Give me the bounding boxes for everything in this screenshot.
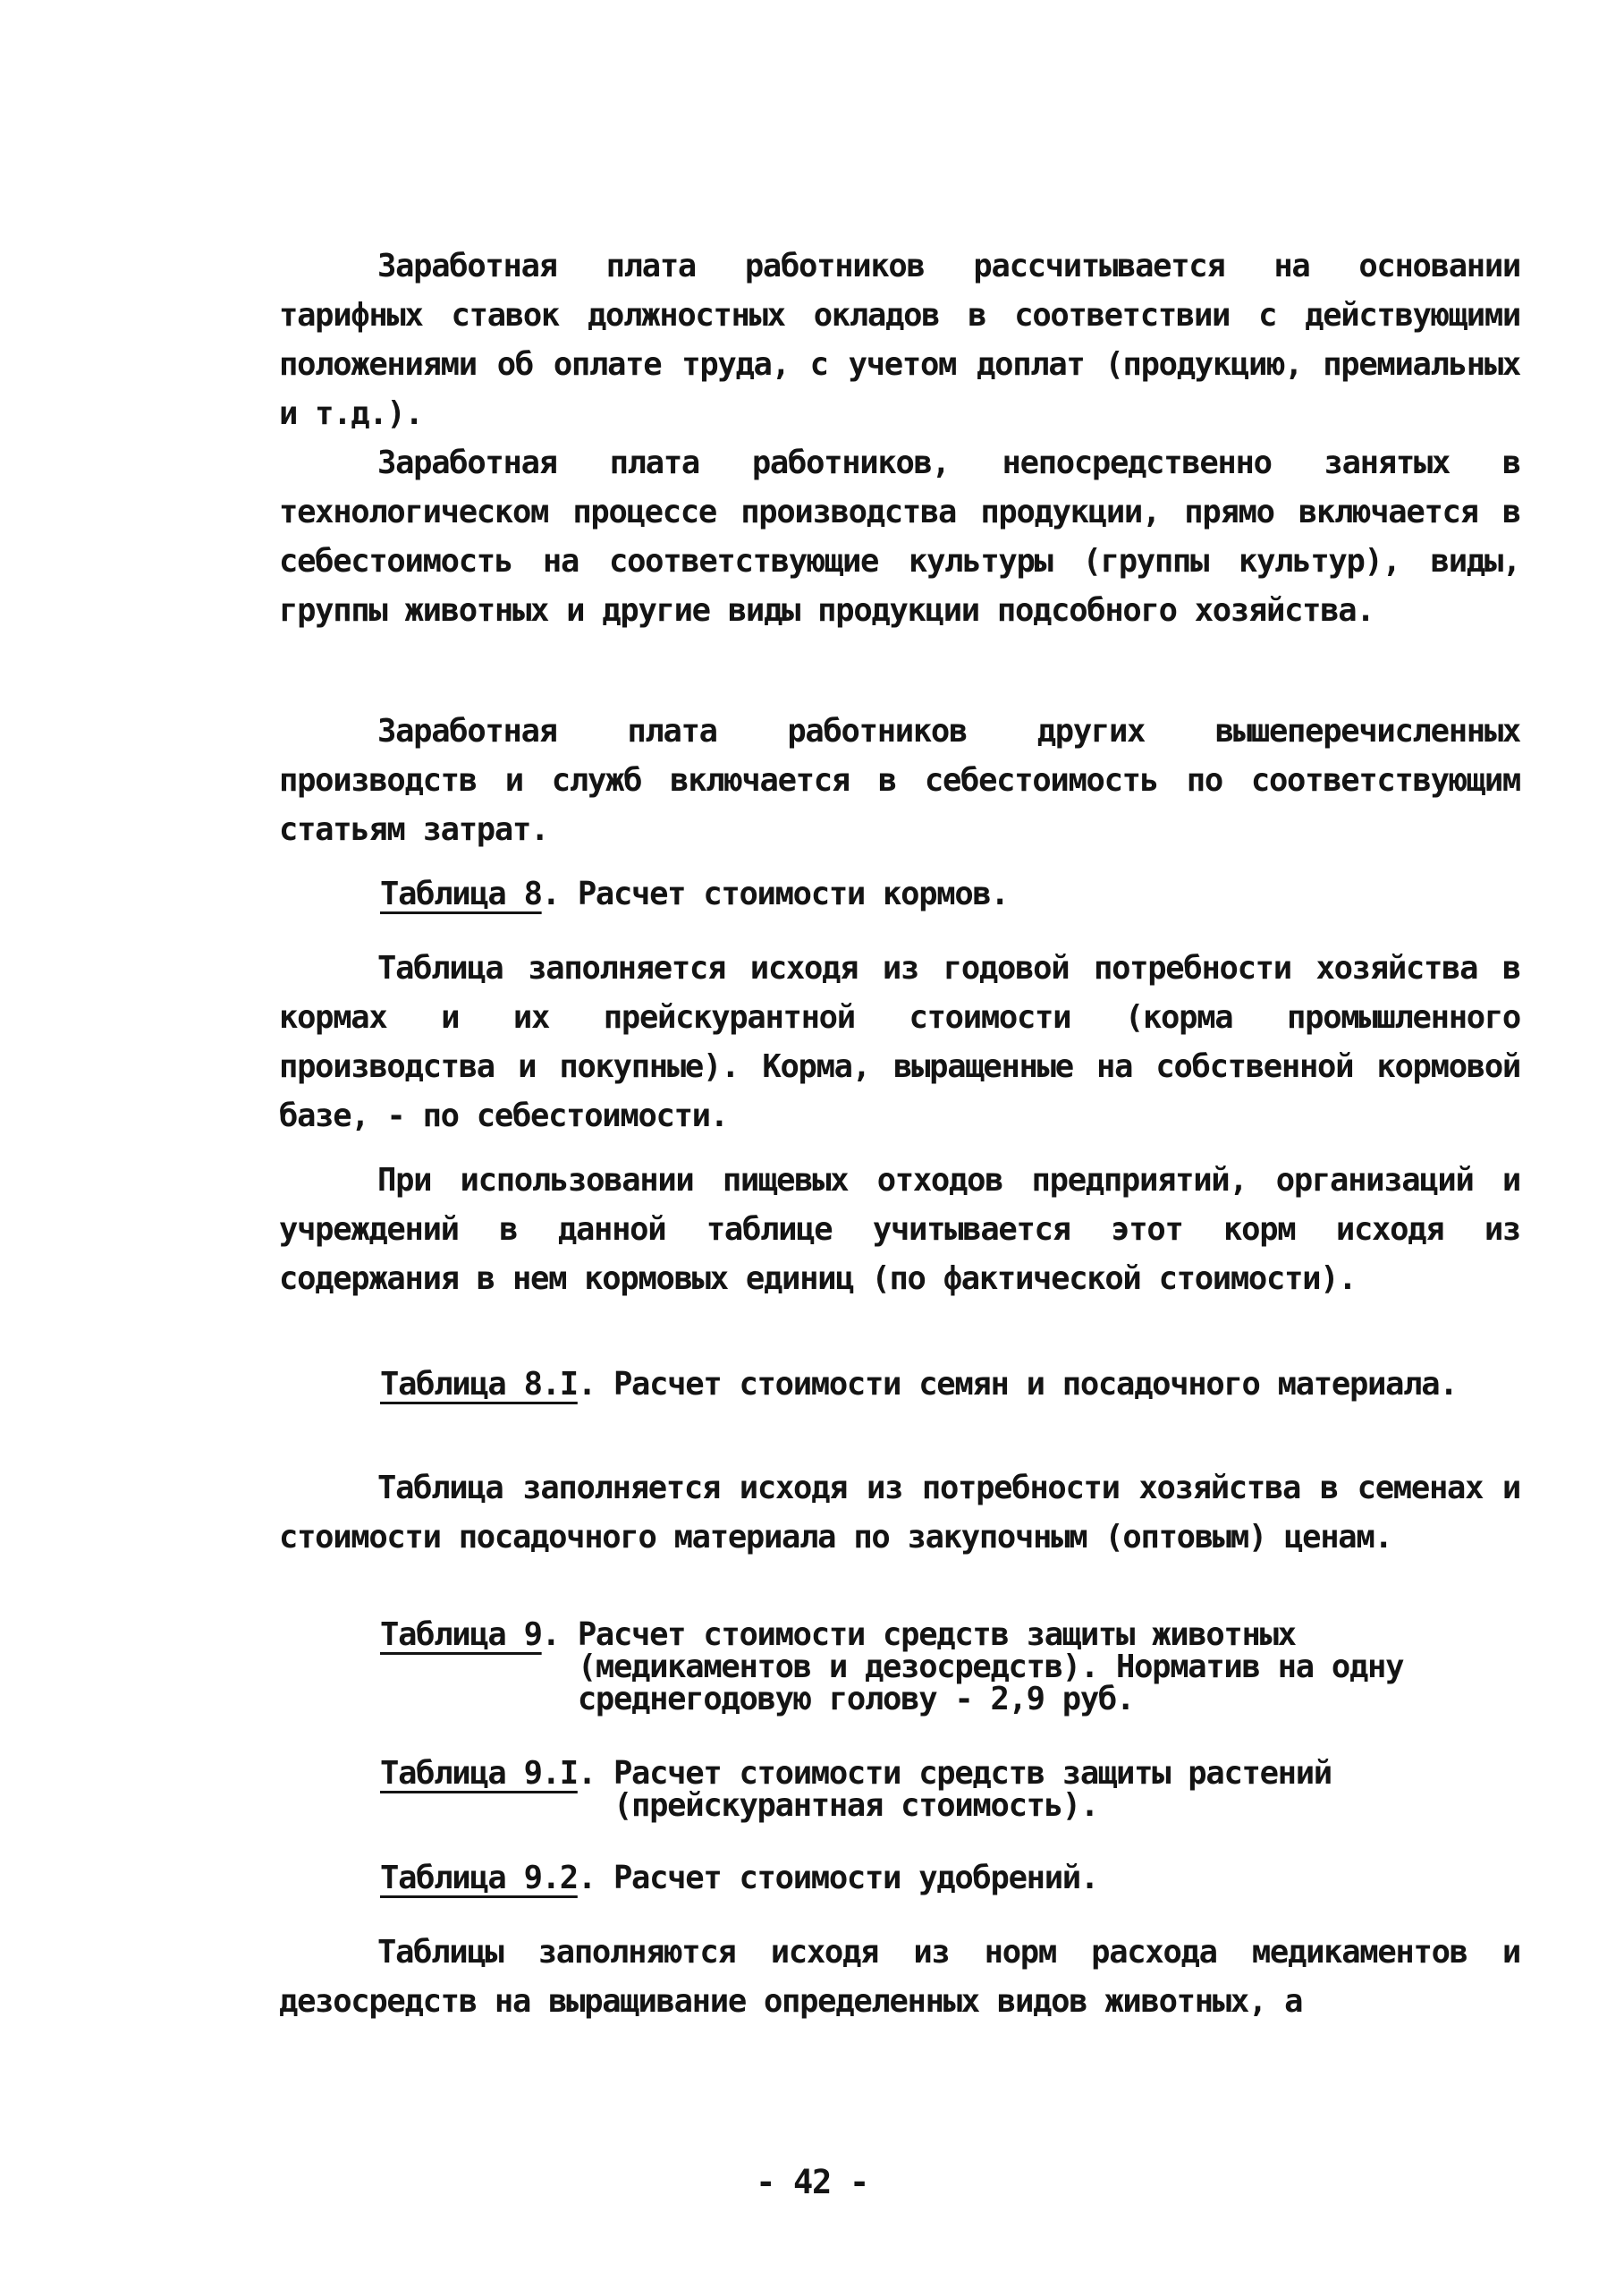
paragraph-salary-direct-costs-text: Заработная плата работников, непосредственно занятых в технологическом процессе производства продукции, прямо включается в себестоимость на соответствующие культуры (группы культур), виды, группы животных и другие виды продукции подсобного хозяйства. [279, 445, 1520, 629]
heading-table-8-1-text: Расчет стоимости семян и посадочного материала. [613, 1366, 1458, 1403]
paragraph-feed-costs [279, 944, 1520, 1140]
heading-table-9-1: Таблица 9.I . Расчет стоимости средств защиты растений (прейскурантная стоимость). [380, 1749, 1507, 1822]
paragraph-food-waste [279, 1156, 1520, 1303]
paragraph-salary-basis [279, 242, 1520, 438]
heading-table-9-1-text: Расчет стоимости средств защиты растений (прейскурантная стоимость). [613, 1755, 1332, 1824]
page-number: - 42 - [756, 2163, 868, 2201]
paragraph-feed-costs-text: Таблица заполняется исходя из годовой потребности хозяйства в кормах и их прейскурантной стоимости (корма промышленного производства и покупные). Корма, выращенные на собственной кормовой базе, - по себестоимости. [279, 950, 1520, 1134]
paragraph-seed-costs [279, 1463, 1520, 1562]
paragraph-salary-other-services [279, 707, 1520, 854]
heading-table-8: Таблица 8 . Расчет стоимости кормов. [380, 869, 1507, 919]
heading-table-9-2-text: Расчет стоимости удобрений. [613, 1860, 1098, 1896]
heading-table-9-2: Таблица 9.2 . Расчет стоимости удобрений. [380, 1853, 1507, 1903]
heading-table-9-1-label: Таблица 9.I [380, 1755, 578, 1792]
paragraph-food-waste-text: При использовании пищевых отходов предприятий, организаций и учреждений в данной таблице учитывается этот корм исходя из содержания в нем кормовых единиц (по фактической стоимости). [279, 1162, 1520, 1297]
heading-table-9-text: Расчет стоимости средств защиты животных (медикаментов и дезосредств). Норматив на одну среднегодовую голову - 2,9 руб. [577, 1616, 1404, 1717]
heading-table-8-text: Расчет стоимости кормов. [577, 876, 1009, 912]
heading-table-9-2-label: Таблица 9.2 [380, 1860, 578, 1896]
heading-table-9: Таблица 9 . Расчет стоимости средств защиты животных (медикаментов и дезосредств). Норматив на одну среднегодовую голову - 2,9 руб. [380, 1610, 1507, 1716]
paragraph-salary-basis-text: Заработная плата работников рассчитывается на основании тарифных ставок должностных окладов в соответствии с действующими положениями об оплате труда, с учетом доплат (продукцию, премиальных и т.д.). [279, 248, 1520, 432]
heading-table-8-1: Таблица 8.I . Расчет стоимости семян и посадочного материала. [380, 1360, 1507, 1409]
heading-table-9-label: Таблица 9 [380, 1616, 542, 1653]
paragraph-seed-costs-text: Таблица заполняется исходя из потребности хозяйства в семенах и стоимости посадочного материала по закупочным (оптовым) ценам. [279, 1470, 1520, 1556]
paragraph-medicine-costs-text: Таблицы заполняются исходя из норм расхода медикаментов и дезосредств на выращивание определенных видов животных, а [279, 1934, 1520, 2020]
paragraph-medicine-costs [279, 1928, 1520, 2026]
paragraph-salary-direct-costs [279, 438, 1520, 635]
heading-table-8-label: Таблица 8 [380, 876, 542, 912]
paragraph-salary-other-services-text: Заработная плата работников других вышеперечисленных производств и служб включается в себестоимость по соответствующим статьям затрат. [279, 713, 1520, 848]
heading-table-8-1-label: Таблица 8.I [380, 1366, 578, 1403]
